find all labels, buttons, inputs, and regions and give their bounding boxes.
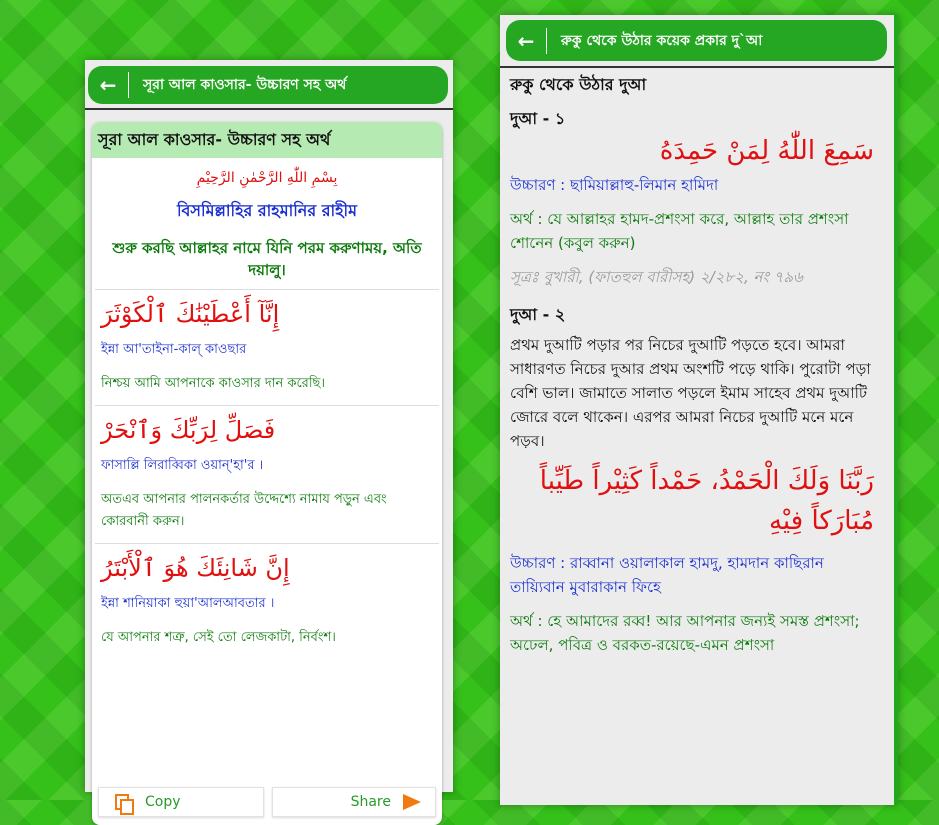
bismillah-arabic: بِسْمِ اللّٰهِ الرَّحْمٰنِ الرَّحِيْمِ bbox=[196, 170, 338, 186]
dua-label: দুআ - ২ bbox=[510, 305, 566, 324]
dua-source: সূত্রঃ বুখারী, (ফাতহুল বারীসহ) ২/২৮২, নং ৭৯৬ bbox=[510, 268, 803, 286]
left-screen bbox=[85, 60, 453, 810]
app-bar-title: রুকু থেকে উঠার কয়েক প্রকার দু`আ bbox=[561, 32, 763, 49]
dua-arabic: رَبَّنَا وَلَكَ الْحَمْدُ، حَمْداً كَثِيْراً طَيِّباً مُبَارَكاً فِيْهِ bbox=[539, 466, 874, 536]
dua-intro: প্রথম দুআটি পড়ার পর নিচের দুআটি পড়তে হবে। আমরা সাধারণত নিচের দুআর প্রথম অংশটি পড়ে থাকি। পুরোটা পড়া বেশি ভাল। জামাতে সালাত পড়লে ইমাম সাহেব প্রথম দুআটি জোরে বলে থাকেন। এরপর আমরা নিচের দুআটি মনে মনে পড়ব। bbox=[510, 336, 871, 450]
back-arrow-icon[interactable]: ← bbox=[99, 73, 117, 97]
bismillah-meaning: শুরু করছি আল্লাহর নামে যিনি পরম করুণাময়, অতি দয়ালু। bbox=[112, 239, 422, 279]
dua-label: দুআ - ১ bbox=[510, 109, 566, 128]
send-icon bbox=[403, 794, 421, 810]
share-label: Share bbox=[350, 794, 391, 810]
section-heading: রুকু থেকে উঠার দুআ bbox=[510, 75, 647, 94]
dua-meaning: অর্থ : যে আল্লাহর হামদ-প্রশংসা করে, আল্লাহ তার প্রশংসা শোনেন (কবুল করুন) bbox=[510, 210, 849, 252]
divider bbox=[500, 66, 894, 68]
copy-label: Copy bbox=[145, 794, 181, 810]
back-arrow-icon[interactable]: ← bbox=[517, 28, 535, 53]
app-bar bbox=[506, 20, 887, 61]
app-bar bbox=[88, 66, 448, 104]
ayah-item bbox=[95, 289, 439, 405]
ayah-item bbox=[95, 405, 439, 543]
ayah-meaning: অতএব আপনার পালনকর্তার উদ্দেশ্যে নামায পড়ুন এবং কোরবানী করুন। bbox=[101, 492, 387, 529]
dua-transliteration: উচ্চারণ : ছামিয়াল্লাহু-লিমান হামিদা bbox=[510, 176, 719, 194]
dua-arabic: سَمِعَ اللّٰهُ لِمَنْ حَمِدَهُ bbox=[659, 136, 874, 166]
copy-button[interactable] bbox=[98, 787, 264, 817]
bismillah-transliteration: বিসমিল্লাহির রাহমানির রাহীম bbox=[176, 201, 358, 220]
share-button[interactable] bbox=[272, 787, 436, 817]
dua-meaning: অর্থ : হে আমাদের রব্ব! আর আপনার জন্যই সমস্ত প্রশংসা; অঢেল, পবিত্র ও বরকত-রয়েছে-এমন প্রশংসা bbox=[510, 612, 860, 654]
ayah-item bbox=[95, 543, 439, 659]
ayah-arabic: إِنَّ شَانِئَكَ هُوَ ٱلْأَبْتَرُ bbox=[101, 554, 290, 582]
ayah-transliteration: ইন্না আ'তাইনা-কাল্ কাওছার bbox=[101, 342, 247, 357]
divider bbox=[546, 28, 547, 54]
ayah-arabic: إِنَّآ أَعْطَيْنَٰكَ ٱلْكَوْثَرَ bbox=[101, 300, 280, 328]
surah-card bbox=[92, 122, 442, 825]
divider bbox=[85, 108, 453, 110]
ayah-transliteration: ইন্না শানিয়াকা হুয়া'আলআবতার । bbox=[101, 596, 275, 611]
ayah-arabic: فَصَلِّ لِرَبِّكَ وَٱنْحَرْ bbox=[101, 416, 276, 444]
ayah-transliteration: ফাসাল্লি লিরাব্বিকা ওয়ান্'হা'র । bbox=[101, 458, 264, 473]
divider bbox=[128, 72, 129, 98]
copy-icon bbox=[115, 794, 129, 810]
ayah-meaning: যে আপনার শত্রু, সেই তো লেজকাটা, নির্বংশ। bbox=[101, 630, 336, 645]
dua-content[interactable] bbox=[510, 73, 882, 657]
app-bar-title: সূরা আল কাওসার- উচ্চারণ সহ অর্থ bbox=[143, 77, 347, 93]
ayah-meaning: নিশ্চয় আমি আপনাকে কাওসার দান করেছি। bbox=[101, 376, 326, 391]
right-screen bbox=[500, 15, 898, 805]
card-title: সূরা আল কাওসার- উচ্চারণ সহ অর্থ bbox=[92, 122, 442, 158]
dua-transliteration: উচ্চারণ : রাব্বানা ওয়ালাকাল হামদু, হামদান কাছিরান তায়্যিবান মুবারাকান ফিহে bbox=[510, 554, 824, 596]
